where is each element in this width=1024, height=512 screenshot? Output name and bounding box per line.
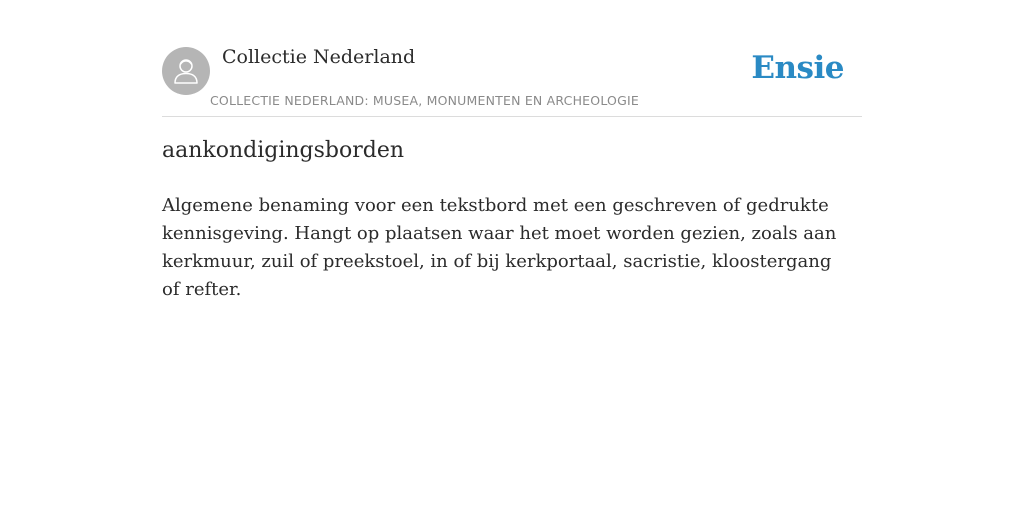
author-name[interactable]: Collectie Nederland	[222, 46, 416, 68]
user-icon	[171, 56, 201, 86]
ensie-logo[interactable]: Ensie	[751, 50, 844, 86]
source-label[interactable]: COLLECTIE NEDERLAND: MUSEA, MONUMENTEN EN ARCHEOLOGIE	[210, 93, 639, 108]
entry-header	[162, 40, 862, 117]
author-avatar[interactable]	[162, 47, 210, 95]
entry-definition: Algemene benaming voor een tekstbord met een geschreven of gedrukte kennisgeving. Hangt op plaatsen waar het moet worden gezien, zoals aan kerkmuur, zuil of preekstoel, in of bij kerkportaal, sacristie, kloostergang of refter.	[162, 195, 837, 300]
entry-term: aankondigingsborden	[162, 138, 405, 163]
